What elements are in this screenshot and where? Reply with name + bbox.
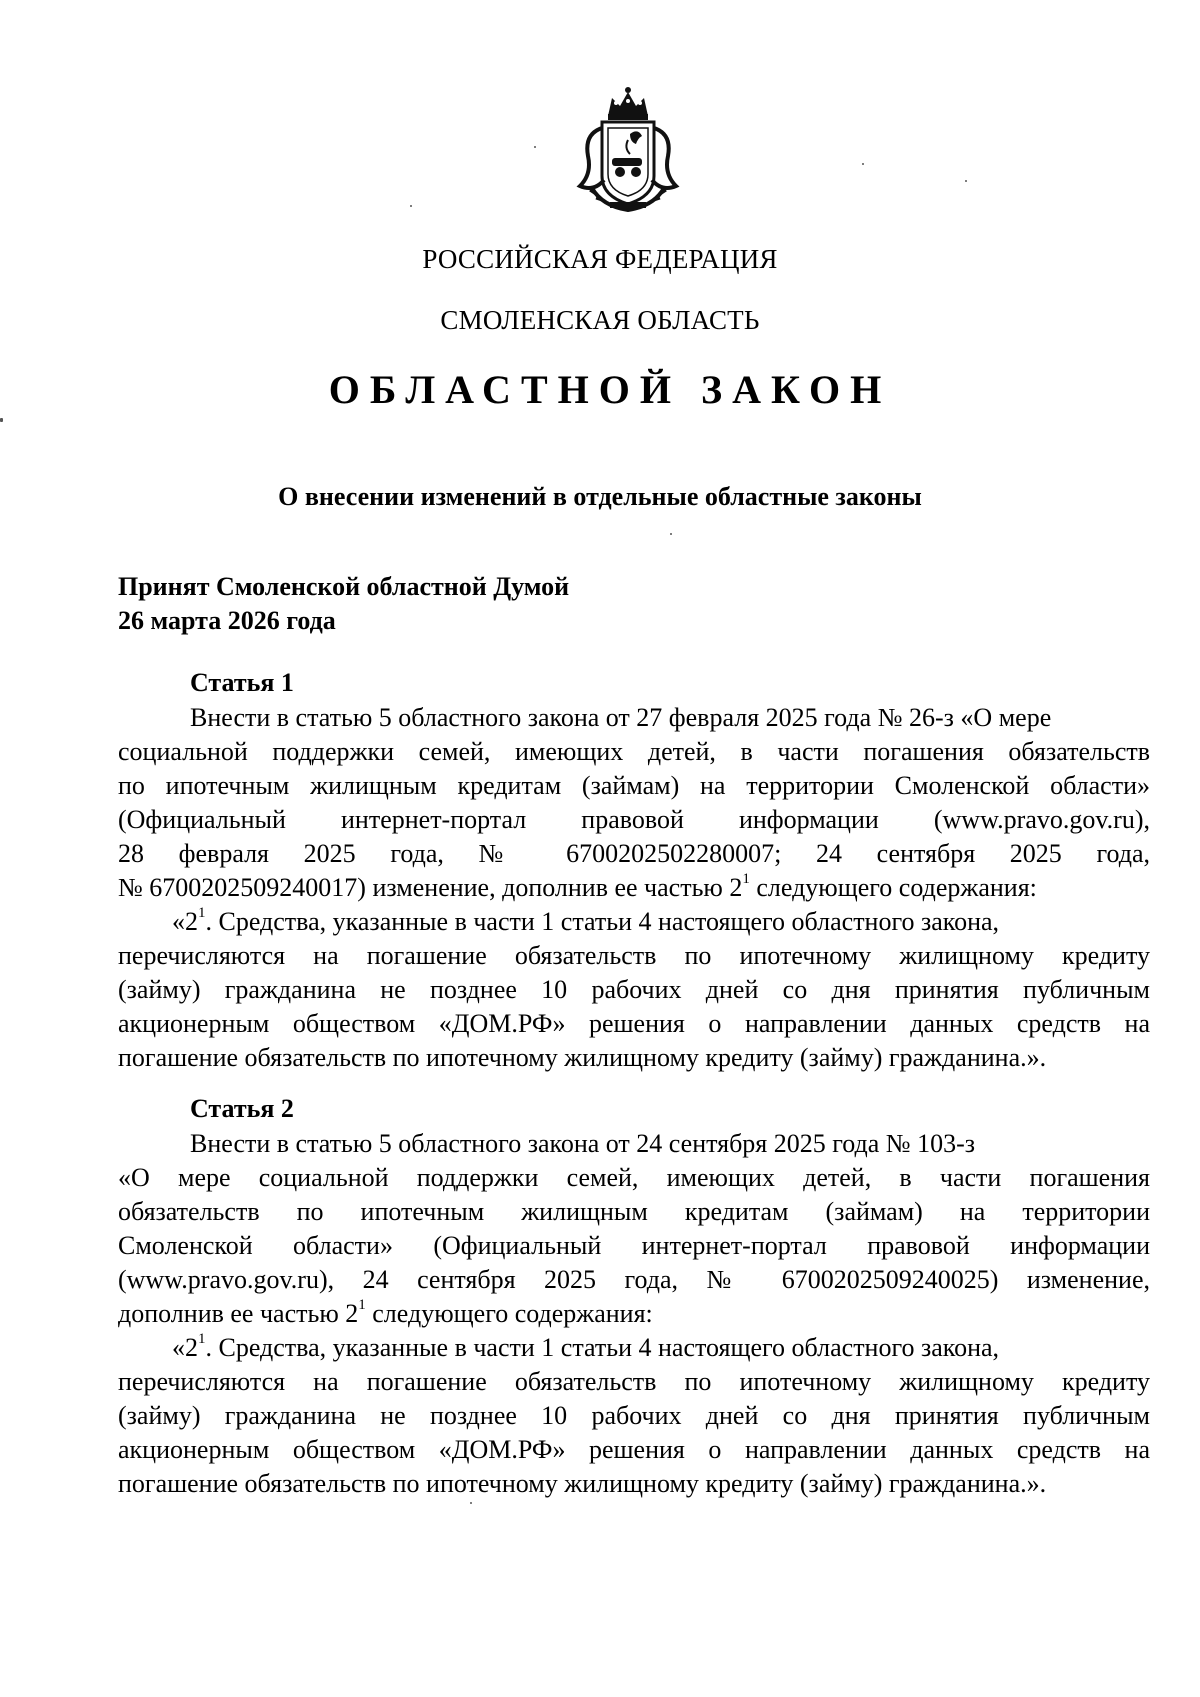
article-1-line: Внести в статью 5 областного закона от 27 февраля 2025 года № 26-з «О мере <box>190 703 1052 732</box>
adoption-date: 26 марта 2026 года <box>118 606 336 635</box>
article-2-quote-line: (займу) гражданина не позднее 10 рабочих дней со дня принятия публичным <box>118 1401 1150 1430</box>
law-subject-title: О внесении изменений в отдельные областные законы <box>278 482 922 511</box>
article-2-line: обязательств по ипотечным жилищным кредитам (займам) на территории <box>118 1197 1150 1226</box>
article-2-line: дополнив ее частью $2^1$ следующего содержания: <box>118 1297 653 1328</box>
scan-speck <box>965 180 967 182</box>
article-1-quote-line: погашение обязательств по ипотечному жилищному кредиту (займу) гражданина.». <box>118 1043 1047 1072</box>
adoption-info <box>118 570 569 638</box>
coat-of-arms-icon <box>568 84 688 216</box>
article-2-quote-line: акционерным обществом «ДОМ.РФ» решения о направлении данных средств на <box>118 1435 1150 1464</box>
scan-speck <box>470 1502 472 1504</box>
article-1-line: по ипотечным жилищным кредитам (займам) на территории Смоленской области» <box>118 771 1150 800</box>
article-1-quote-line: (займу) гражданина не позднее 10 рабочих дней со дня принятия публичным <box>118 975 1150 1004</box>
scan-speck <box>670 533 672 535</box>
article-1-quote-line: акционерным обществом «ДОМ.РФ» решения о направлении данных средств на <box>118 1009 1150 1038</box>
scan-speck <box>410 205 412 207</box>
article-1-line: социальной поддержки семей, имеющих детей, в части погашения обязательств <box>118 737 1150 766</box>
document-type-title: ОБЛАСТНОЙ ЗАКОН <box>328 367 892 412</box>
article-2-quote-line: перечисляются на погашение обязательств по ипотечному жилищному кредиту <box>118 1367 1150 1396</box>
country-name: РОССИЙСКАЯ ФЕДЕРАЦИЯ <box>422 244 778 274</box>
article-1-line: (Официальный интернет-портал правовой информации (www.pravo.gov.ru), <box>118 805 1150 834</box>
article-1-line: № 6700202509240017) изменение, дополнив ее частью $2^1$ следующего содержания: <box>118 871 1037 902</box>
article-1-title: Статья 1 <box>190 668 294 697</box>
scan-speck <box>534 146 536 148</box>
scan-speck <box>0 418 3 422</box>
region-name: СМОЛЕНСКАЯ ОБЛАСТЬ <box>440 305 760 335</box>
article-2-line: Смоленской области» (Официальный интернет-портал правовой информации <box>118 1231 1150 1260</box>
article-1-quote-line: «$2^1$. Средства, указанные в части 1 статьи 4 настоящего областного закона, <box>172 905 1000 936</box>
scan-speck <box>862 163 864 165</box>
article-2-line: (www.pravo.gov.ru), 24 сентября 2025 года, № 6700202509240025) изменение, <box>118 1265 1150 1294</box>
article-2-body <box>118 1127 1150 1501</box>
article-2-title: Статья 2 <box>190 1094 294 1123</box>
article-1-body <box>118 701 1150 1075</box>
article-2-line: «О мере социальной поддержки семей, имеющих детей, в части погашения <box>118 1163 1150 1192</box>
adoption-body-line: Принят Смоленской областной Думой <box>118 572 570 601</box>
article-1-line: 28 февраля 2025 года, № 6700202502280007; 24 сентября 2025 года, <box>118 839 1150 868</box>
article-2-line: Внести в статью 5 областного закона от 24 сентября 2025 года № 103-з <box>190 1129 976 1158</box>
article-2-quote-line: «$2^1$. Средства, указанные в части 1 статьи 4 настоящего областного закона, <box>172 1331 1000 1362</box>
article-2-quote-line: погашение обязательств по ипотечному жилищному кредиту (займу) гражданина.». <box>118 1469 1047 1498</box>
article-1-quote-line: перечисляются на погашение обязательств по ипотечному жилищному кредиту <box>118 941 1150 970</box>
